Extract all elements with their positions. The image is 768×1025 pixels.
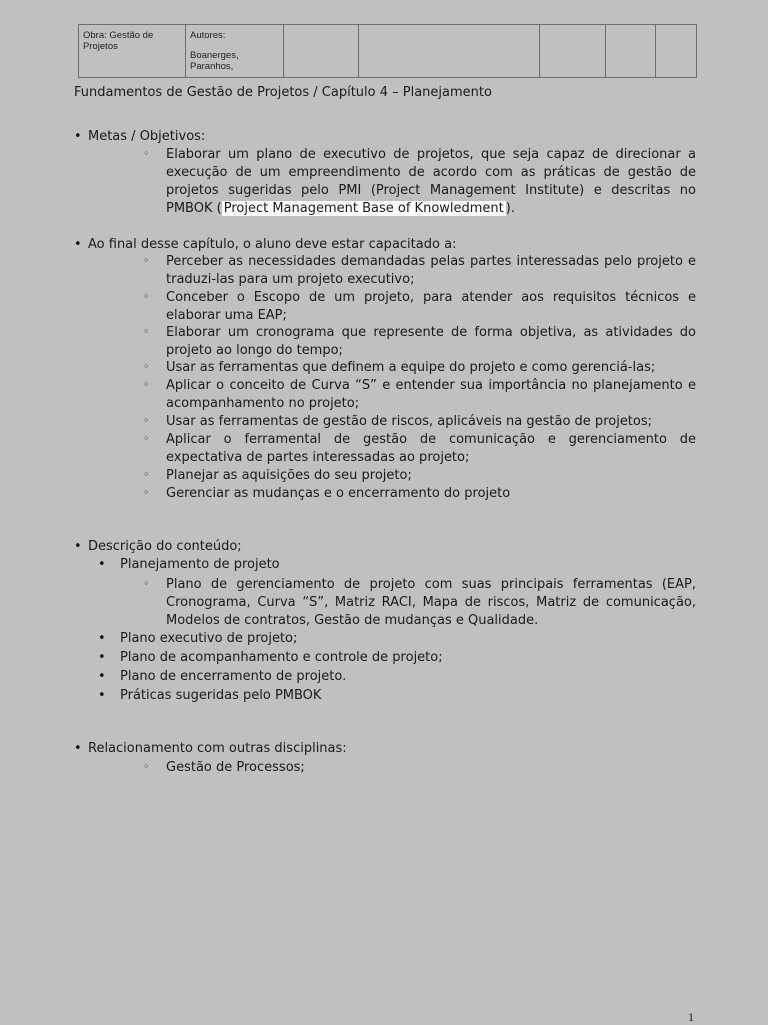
bullet-marker: • bbox=[74, 741, 82, 756]
sub-list-item bbox=[143, 324, 696, 360]
sub-bullet-marker: ◦ bbox=[143, 378, 150, 391]
sub-list-item-text: Planejar as aquisições do seu projeto; bbox=[166, 468, 412, 483]
list-item bbox=[98, 630, 696, 648]
obra-cell bbox=[79, 25, 186, 78]
bullet-marker: • bbox=[98, 650, 106, 665]
document-header-table bbox=[78, 24, 697, 78]
section-heading-relacionamento bbox=[74, 740, 347, 757]
autores-names: Boanerges, Paranhos, bbox=[190, 50, 239, 72]
empty-cell bbox=[284, 25, 359, 78]
sub-list-item-text: Elaborar um cronograma que represente de forma objetiva, as atividades do projeto ao longo do tempo; bbox=[166, 325, 696, 358]
bullet-marker: • bbox=[98, 688, 106, 703]
list-item bbox=[98, 649, 696, 667]
sub-bullet-marker: ◦ bbox=[143, 577, 150, 590]
sub-bullet-marker: ◦ bbox=[143, 432, 150, 445]
sub-bullet-marker: ◦ bbox=[143, 290, 150, 303]
sub-list-item bbox=[143, 377, 696, 413]
metas-item-text: Elaborar um plano de executivo de projetos, que seja capaz de direcionar a execução de um empreendimento de acordo com as práticas de gestão de projetos sugeridas pelo PMI (Project Management Institute) e descritas no PMBOK ( bbox=[166, 147, 696, 216]
sub-list-item bbox=[143, 467, 696, 485]
document-title: Fundamentos de Gestão de Projetos / Capítulo 4 – Planejamento bbox=[74, 85, 492, 100]
sub-list-item bbox=[143, 289, 696, 325]
autores-label: Autores: bbox=[190, 30, 226, 41]
metas-item-end: ). bbox=[505, 201, 515, 216]
list-item bbox=[98, 668, 696, 686]
empty-cell bbox=[606, 25, 656, 78]
list-item bbox=[98, 687, 696, 705]
sub-bullet-marker: ◦ bbox=[143, 760, 150, 773]
sub-list-item bbox=[143, 253, 696, 289]
sub-bullet-marker: ◦ bbox=[143, 254, 150, 267]
autores-cell bbox=[186, 25, 284, 78]
sub-list-item bbox=[143, 759, 696, 777]
sub-list-item-text: Gestão de Processos; bbox=[166, 760, 305, 775]
bullet-marker: • bbox=[98, 631, 106, 646]
sub-list-item-text: Plano de gerenciamento de projeto com suas principais ferramentas (EAP, Cronograma, Curva “S”, Matriz RACI, Mapa de riscos, Matriz de comunicação, Modelos de contratos, Gestão de mudanças e Qualidade. bbox=[166, 577, 696, 628]
section-heading-text: Relacionamento com outras disciplinas: bbox=[88, 741, 347, 756]
bullet-marker: • bbox=[98, 557, 106, 572]
obra-label: Obra: Gestão de Projetos bbox=[83, 30, 154, 52]
bullet-marker: • bbox=[74, 237, 82, 252]
sub-list-item bbox=[143, 485, 696, 503]
sub-list-item-text: Aplicar o conceito de Curva “S” e entender sua importância no planejamento e acompanhamento no projeto; bbox=[166, 378, 696, 411]
sub-list-item-text: Aplicar o ferramental de gestão de comunicação e gerenciamento de expectativa de partes interessadas ao projeto; bbox=[166, 432, 696, 465]
sub-bullet-marker: ◦ bbox=[143, 147, 150, 160]
section-heading-descricao bbox=[74, 538, 242, 555]
bullet-marker: • bbox=[98, 669, 106, 684]
sub-list-item bbox=[143, 359, 696, 377]
page-number: 1 bbox=[688, 1010, 694, 1024]
sub-list-item bbox=[143, 431, 696, 467]
sub-list-item bbox=[143, 576, 696, 630]
highlighted-text: Project Management Base of Knowledment bbox=[223, 201, 504, 216]
section-heading-final bbox=[74, 236, 456, 253]
sub-list-item-text: Perceber as necessidades demandadas pelas partes interessadas pelo projeto e traduzi-las para um projeto executivo; bbox=[166, 254, 696, 287]
sub-bullet-marker: ◦ bbox=[143, 325, 150, 338]
bullet-marker: • bbox=[74, 539, 82, 554]
sub-bullet-marker: ◦ bbox=[143, 360, 150, 373]
section-heading-text: Descrição do conteúdo; bbox=[88, 539, 242, 554]
list-item-text: Práticas sugeridas pelo PMBOK bbox=[120, 688, 322, 703]
empty-cell bbox=[656, 25, 697, 78]
empty-cell bbox=[540, 25, 606, 78]
sub-list-item-text: Conceber o Escopo de um projeto, para atender aos requisitos técnicos e elaborar uma EAP; bbox=[166, 290, 696, 323]
sub-bullet-marker: ◦ bbox=[143, 486, 150, 499]
sub-list-item bbox=[143, 413, 696, 431]
section-heading-text: Metas / Objetivos: bbox=[88, 129, 206, 144]
bullet-marker: • bbox=[74, 129, 82, 144]
list-item bbox=[98, 556, 696, 574]
sub-list-item-text bbox=[166, 146, 696, 218]
sub-list-item-text: Usar as ferramentas de gestão de riscos, aplicáveis na gestão de projetos; bbox=[166, 414, 653, 429]
list-item-text: Plano de encerramento de projeto. bbox=[120, 669, 347, 684]
sub-bullet-marker: ◦ bbox=[143, 468, 150, 481]
sub-list-item-text: Gerenciar as mudanças e o encerramento do projeto bbox=[166, 486, 511, 501]
sub-list-item bbox=[143, 146, 696, 218]
list-item-text: Plano de acompanhamento e controle de projeto; bbox=[120, 650, 443, 665]
empty-cell bbox=[359, 25, 540, 78]
sub-bullet-marker: ◦ bbox=[143, 414, 150, 427]
sub-list-item-text: Usar as ferramentas que definem a equipe do projeto e como gerenciá-las; bbox=[166, 360, 656, 375]
list-item-text: Planejamento de projeto bbox=[120, 557, 280, 572]
list-item-text: Plano executivo de projeto; bbox=[120, 631, 298, 646]
section-heading-metas bbox=[74, 128, 205, 145]
section-heading-text: Ao final desse capítulo, o aluno deve estar capacitado a: bbox=[88, 237, 457, 252]
